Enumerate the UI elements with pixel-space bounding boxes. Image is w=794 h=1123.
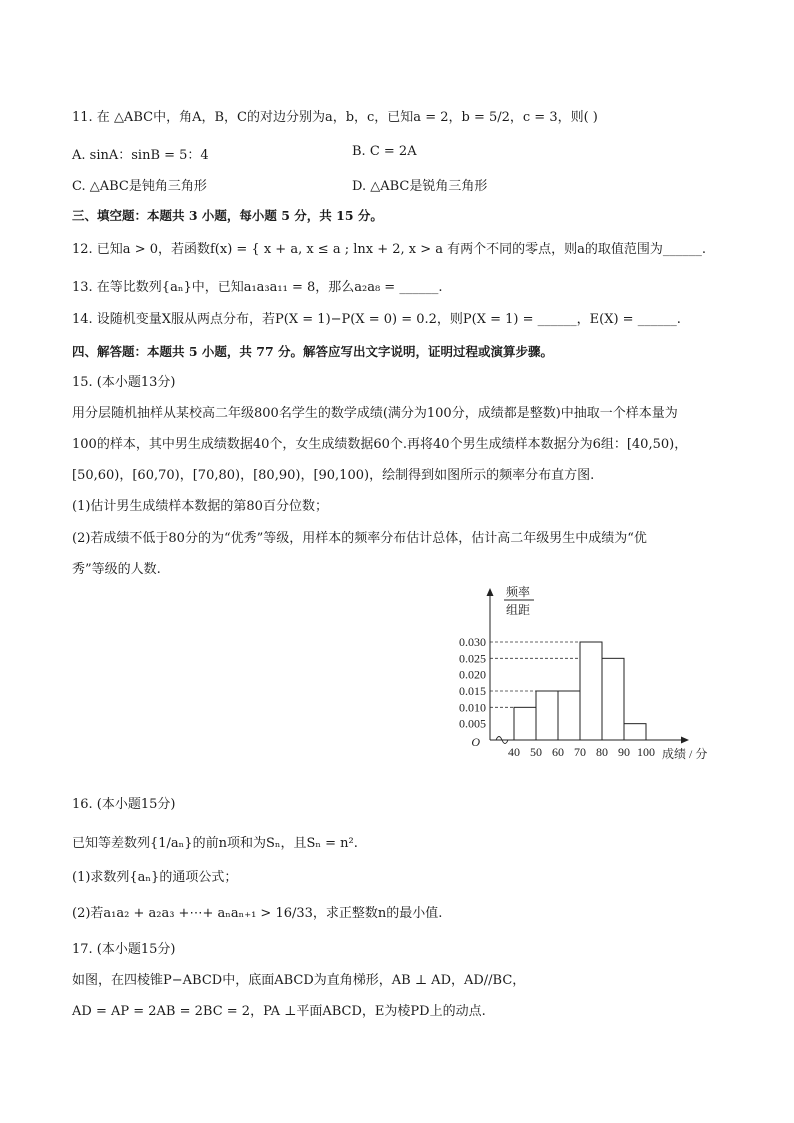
y-tick-label: 0.005 <box>459 716 486 731</box>
question-14: 14. 设随机变量X服从两点分布，若P(X = 1)−P(X = 0) = 0.2，则P(X = 1) = ______，E(X) = ______. <box>72 312 681 327</box>
x-tick-label: 100 <box>637 745 655 759</box>
x-tick-label: 50 <box>530 745 542 759</box>
histogram-bar <box>558 691 580 740</box>
q17-line-1: 如图，在四棱锥P−ABCD中，底面ABCD为直角梯形，AB ⊥ AD，AD//BC， <box>72 973 526 988</box>
q16-stem: 已知等差数列{1/aₙ}的前n项和为Sₙ，且Sₙ = n². <box>72 836 358 851</box>
y-tick-label: 0.030 <box>459 635 486 649</box>
q11-option-b: B. C = 2A <box>352 144 417 159</box>
q15-line-2: 100的样本，其中男生成绩数据40个，女生成绩数据60个.再将40个男生成绩样本数据分为6组：[40,50)， <box>72 437 688 452</box>
y-tick-label: 0.010 <box>459 700 486 715</box>
histogram-bar <box>602 658 624 740</box>
q15-part-2a: (2)若成绩不低于80分的为“优秀”等级，用样本的频率分布估计总体，估计高二年级男生中成绩为“优 <box>72 531 647 546</box>
x-axis-label: 成绩 / 分 <box>662 747 708 761</box>
q16-part-2: (2)若a₁a₂ + a₂a₃ +⋯+ aₙaₙ₊₁ > 16/33，求正整数n的最小值. <box>72 906 443 921</box>
histogram-bar <box>580 642 602 740</box>
x-tick-label: 70 <box>574 745 586 759</box>
histogram-bar <box>514 707 536 740</box>
frequency-histogram <box>448 582 748 767</box>
y-axis-arrow <box>487 588 494 596</box>
histogram-bar <box>536 691 558 740</box>
section-3-heading: 三、填空题：本题共 3 小题，每小题 5 分，共 15 分。 <box>72 208 383 223</box>
q17-header: 17. (本小题15分) <box>72 942 176 957</box>
q17-line-2: AD = AP = 2AB = 2BC = 2，PA ⊥平面ABCD，E为棱PD上的动点. <box>72 1004 486 1019</box>
x-tick-label: 80 <box>596 745 608 759</box>
question-13: 13. 在等比数列{aₙ}中，已知a₁a₃a₁₁ = 8，那么a₂a₈ = ______. <box>72 280 443 295</box>
q15-header: 15. (本小题13分) <box>72 375 176 390</box>
x-tick-label: 60 <box>552 745 564 759</box>
q11-option-d: D. △ABC是锐角三角形 <box>352 179 488 194</box>
y-tick-label: 0.015 <box>459 684 486 698</box>
x-tick-label: 90 <box>618 745 630 759</box>
q11-stem: 11. 在 △ABC中，角A，B，C的对边分别为a，b，c，已知a = 2，b = 5/2，c = 3，则( ) <box>72 110 598 125</box>
y-axis-label-bottom: 组距 <box>505 603 531 617</box>
q11-option-a: A. sinA：sinB = 5：4 <box>72 148 209 163</box>
section-4-heading: 四、解答题：本题共 5 小题，共 77 分。解答应写出文字说明，证明过程或演算步骤。 <box>72 344 554 359</box>
q15-line-3: [50,60)，[60,70)，[70,80)，[80,90)，[90,100)，绘制得到如图所示的频率分布直方图. <box>72 468 595 483</box>
q15-part-1: (1)估计男生成绩样本数据的第80百分位数； <box>72 499 328 514</box>
y-axis-label-top: 频率 <box>505 585 531 599</box>
q15-line-1: 用分层随机抽样从某校高二年级800名学生的数学成绩(满分为100分，成绩都是整数)中抽取一个样本量为 <box>72 406 678 421</box>
x-axis-arrow <box>681 737 689 744</box>
q16-part-1: (1)求数列{aₙ}的通项公式； <box>72 870 238 885</box>
q16-header: 16. (本小题15分) <box>72 797 176 812</box>
q15-part-2b: 秀”等级的人数. <box>72 562 161 577</box>
question-12: 12. 已知a > 0，若函数f(x) = { x + a, x ≤ a ; lnx + 2, x > a 有两个不同的零点，则a的取值范围为______. <box>72 242 707 257</box>
histogram-bar <box>624 724 646 740</box>
y-tick-label: 0.025 <box>459 651 486 666</box>
y-tick-label: 0.020 <box>459 667 486 682</box>
origin-label: O <box>471 735 480 749</box>
x-tick-label: 40 <box>508 745 520 759</box>
q11-option-c: C. △ABC是钝角三角形 <box>72 179 207 194</box>
